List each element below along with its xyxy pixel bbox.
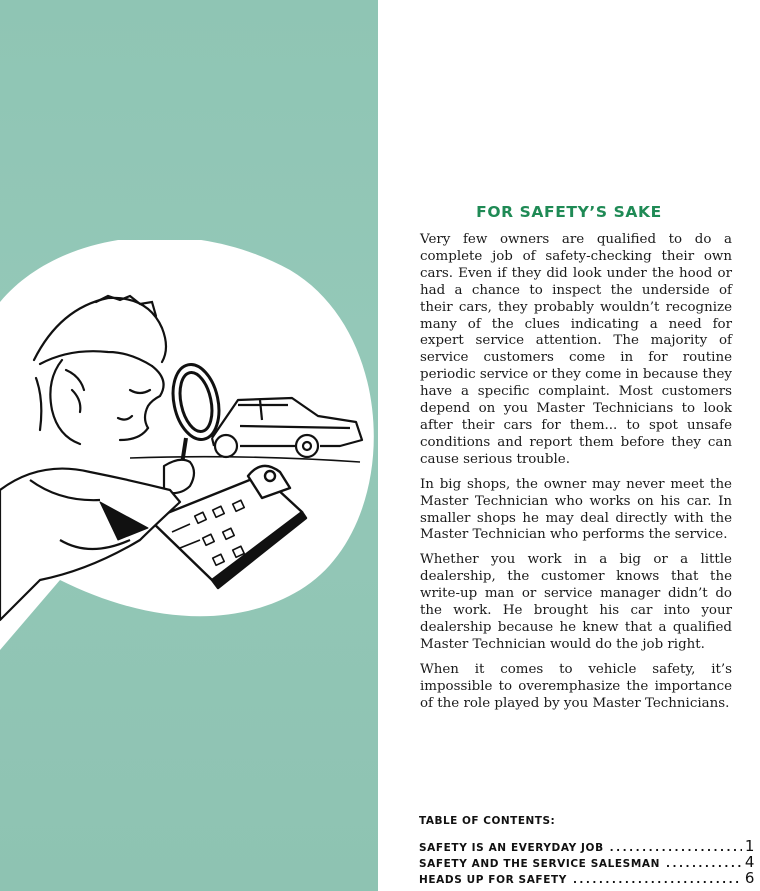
- toc-entry-label: HEADS UP FOR SAFETY: [419, 874, 567, 886]
- text-column: [378, 0, 760, 891]
- paragraph: In big shops, the owner may never meet the Master Technician who works on his car. In smaller shops he may deal directly with the Master Technician who performs the service.: [420, 476, 732, 543]
- toc-entry-page: 6: [744, 869, 755, 887]
- toc-leader-dots: [666, 858, 742, 870]
- toc-entry[interactable]: [419, 869, 755, 885]
- article-body: [420, 232, 732, 720]
- toc-title: TABLE OF CONTENTS:: [419, 815, 556, 827]
- technician-illustration: [0, 240, 378, 660]
- toc-entry[interactable]: [419, 837, 755, 853]
- illustration-panel: [0, 0, 378, 891]
- toc-entry[interactable]: [419, 853, 755, 869]
- toc-leader-dots: [610, 842, 742, 854]
- toc-entry-label: SAFETY AND THE SERVICE SALESMAN: [419, 858, 660, 870]
- article-title: FOR SAFETY’S SAKE: [476, 203, 662, 221]
- paragraph: When it comes to vehicle safety, it’s impossible to overemphasize the importance of the role played by you Master Technicians.: [420, 661, 732, 711]
- toc-entry-label: SAFETY IS AN EVERYDAY JOB: [419, 842, 604, 854]
- toc-entry-page: 1: [744, 837, 755, 855]
- paragraph: Whether you work in a big or a little dealership, the customer knows that the write-up man or service manager didn’t do the work. He brought his car into your dealership because he knew that a qualified Master Technician would do the job right.: [420, 552, 732, 652]
- table-of-contents: [419, 815, 755, 885]
- toc-entry-page: 4: [744, 853, 755, 871]
- toc-leader-dots: [573, 874, 742, 886]
- paragraph: Very few owners are qualified to do a complete job of safety-checking their own cars. Even if they did look under the hood or had a chance to inspect the underside of their cars, they probably wouldn’t recognize many of the clues indicating a need for expert service attention. The majority of service customers come in for routine periodic service or they come in because they have a specific complaint. Most customers depend on you Master Technicians to look after their cars for them... to spot unsafe conditions and report them before they can cause serious trouble.: [420, 232, 732, 467]
